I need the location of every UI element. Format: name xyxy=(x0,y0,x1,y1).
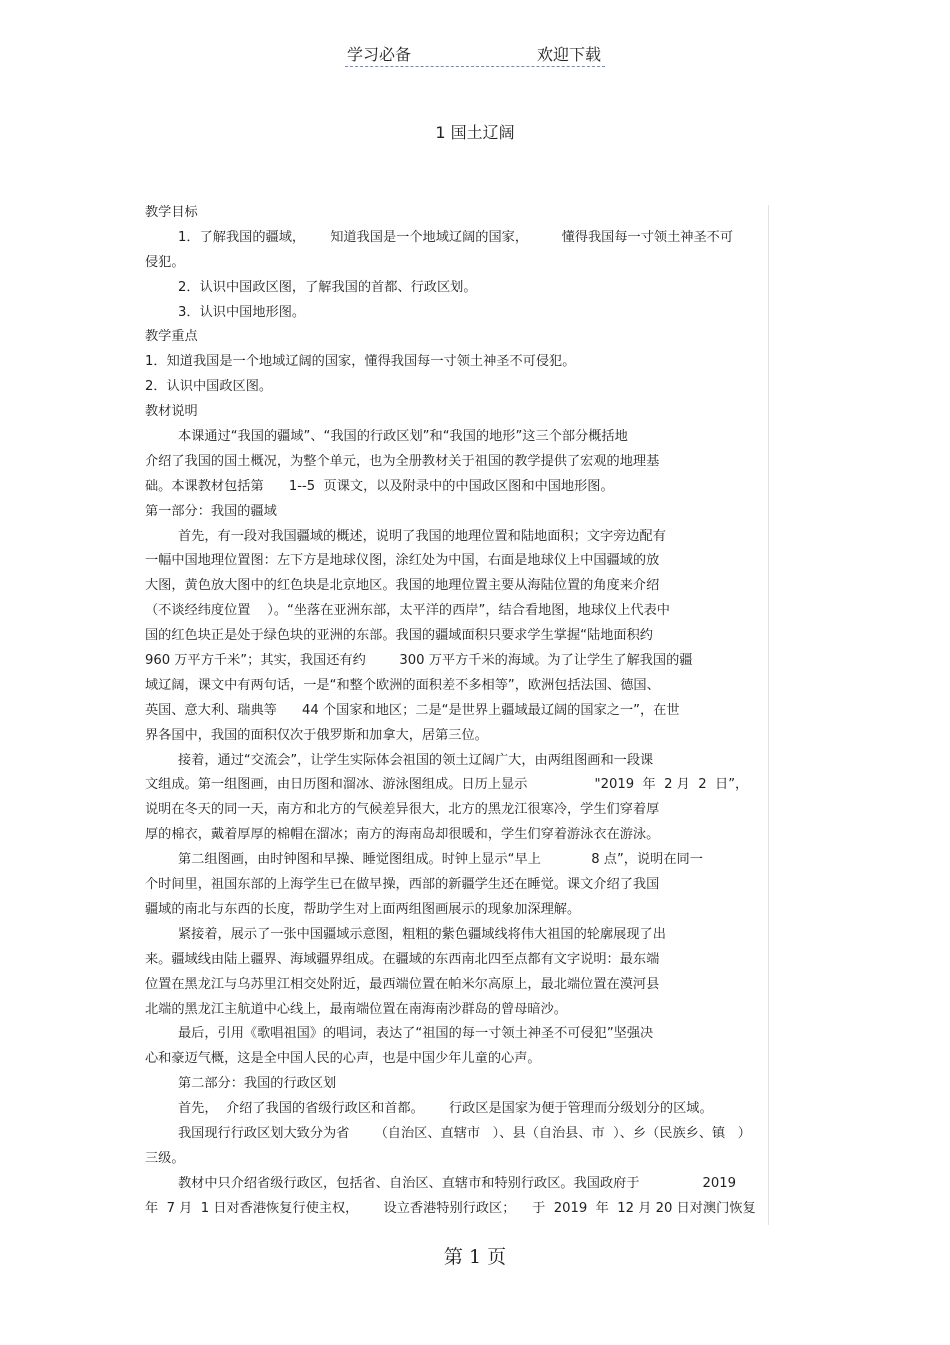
text-line: 心和豪迈气概，这是全中国人民的心声，也是中国少年儿童的心声。 xyxy=(145,1051,541,1067)
text-line: 教材说明 xyxy=(145,404,198,420)
text-line: 本课通过“我国的疆域”、“我国的行政区划”和“我国的地形”这三个部分概括地 xyxy=(178,429,628,445)
text-line: 教学目标 xyxy=(145,205,198,220)
text-line: 文组成。第一组图画，由日历图和溜冰、游泳图组成。日历上显示 "2019 年 2 月 2 日”， xyxy=(145,777,749,793)
text-line: 厚的棉衣，戴着厚厚的棉帽在溜冰；南方的海南岛却很暖和，学生们穿着游泳衣在游泳。 xyxy=(145,827,660,843)
text-line: 个时间里，祖国东部的上海学生已在做早操，西部的新疆学生还在睡觉。课文介绍了我国 xyxy=(145,877,660,893)
text-line: 域辽阔，课文中有两句话，一是“和整个欧洲的面积差不多相等”，欧洲包括法国、德国、 xyxy=(145,677,660,693)
text-line: 2．认识中国政区图。 xyxy=(145,379,273,395)
text-line: （不谈经纬度位置 ）。“坐落在亚洲东部，太平洋的西岸”，结合看地图，地球仪上代表中 xyxy=(145,603,670,619)
text-line: 960 万平方千米”；其实，我国还有约 300 万平方千米的海域。为了让学生了解我国的疆 xyxy=(145,653,693,669)
text-line: 接着，通过“交流会”，让学生实际体会祖国的领土辽阔广大，由两组图画和一段课 xyxy=(178,752,654,768)
text-line: 首先， 介绍了我国的省级行政区和首都。 行政区是国家为便于管理而分级划分的区域。 xyxy=(178,1101,713,1117)
text-line: 来。疆域线由陆上疆界、海域疆界组成。在疆域的东西南北四至点都有文字说明：最东端 xyxy=(145,951,660,967)
text-line: 说明在冬天的同一天，南方和北方的气候差异很大，北方的黑龙江很寒冷，学生们穿着厚 xyxy=(145,802,660,818)
text-line: 最后，引用《歌唱祖国》的唱词，表达了“祖国的每一寸领土神圣不可侵犯”坚强决 xyxy=(178,1026,654,1042)
text-line: 1．了解我国的疆域， 知道我国是一个地域辽阔的国家， 懂得我国每一寸领土神圣不可 xyxy=(178,229,734,245)
document-title: 1 国土辽阔 xyxy=(435,123,515,142)
text-line: 大图，黄色放大图中的红色块是北京地区。我国的地理位置主要从海陆位置的角度来介绍 xyxy=(145,578,660,594)
text-line: 三级。 xyxy=(145,1150,185,1166)
text-line: 教材中只介绍省级行政区，包括省、自治区、直辖市和特别行政区。我国政府于 2019 xyxy=(178,1175,736,1191)
text-line: 英国、意大利、瑞典等 44 个国家和地区；二是“是世界上疆域最辽阔的国家之一”，在世 xyxy=(145,702,680,718)
text-line: 础。本课教材包括第 1--5 页课文，以及附录中的中国政区图和中国地形图。 xyxy=(145,478,614,494)
text-line: 第二组图画，由时钟图和早操、睡觉图组成。时钟上显示“早上 8 点”，说明在同一 xyxy=(178,852,703,868)
text-line: 2．认识中国政区图，了解我国的首都、行政区划。 xyxy=(178,279,477,295)
text-line: 1．知道我国是一个地域辽阔的国家，懂得我国每一寸领土神圣不可侵犯。 xyxy=(145,354,576,370)
text-line: 第一部分：我国的疆域 xyxy=(145,503,277,519)
text-line: 国的红色块正是处于绿色块的亚洲的东部。我国的疆域面积只要求学生掌握“陆地面积约 xyxy=(145,628,653,644)
text-line: 界各国中，我国的面积仅次于俄罗斯和加拿大，居第三位。 xyxy=(145,727,488,743)
header-right-text: 欢迎下载 xyxy=(536,45,601,64)
text-line: 介绍了我国的国土概况，为整个单元，也为全册教材关于祖国的教学提供了宏观的地理基 xyxy=(145,453,660,469)
text-line: 首先，有一段对我国疆域的概述，说明了我国的地理位置和陆地面积；文字旁边配有 xyxy=(178,528,666,544)
document-body xyxy=(145,201,770,1222)
text-line: 教学重点 xyxy=(145,329,198,345)
header-left-text: 学习必备 xyxy=(347,45,412,64)
text-line: 紧接着，展示了一张中国疆域示意图，粗粗的紫色疆域线将伟大祖国的轮廓展现了出 xyxy=(178,926,666,942)
page-header xyxy=(345,40,605,67)
text-line: 一幅中国地理位置图：左下方是地球仪图，涂红处为中国，右面是地球仪上中国疆域的放 xyxy=(145,553,660,569)
text-line: 3．认识中国地形图。 xyxy=(178,304,306,320)
text-line: 第二部分：我国的行政区划 xyxy=(178,1076,337,1092)
text-line: 我国现行行政区划大致分为省 （自治区、直辖市 ）、县（自治县、市 ）、乡（民族乡、镇 ） xyxy=(178,1125,751,1141)
text-line: 北端的黑龙江主航道中心线上，最南端位置在南海南沙群岛的曾母暗沙。 xyxy=(145,1001,567,1017)
text-line: 年 7 月 1 日对香港恢复行使主权， 设立香港特别行政区； 于 2019 年 12 月 20 日对澳门恢复 xyxy=(145,1200,756,1216)
text-line: 疆域的南北与东西的长度，帮助学生对上面两组图画展示的现象加深理解。 xyxy=(145,901,581,917)
page-number: 第 1 页 xyxy=(443,1246,507,1268)
text-line: 位置在黑龙江与乌苏里江相交处附近，最西端位置在帕米尔高原上，最北端位置在漠河县 xyxy=(145,976,660,992)
text-line: 侵犯。 xyxy=(145,254,185,270)
